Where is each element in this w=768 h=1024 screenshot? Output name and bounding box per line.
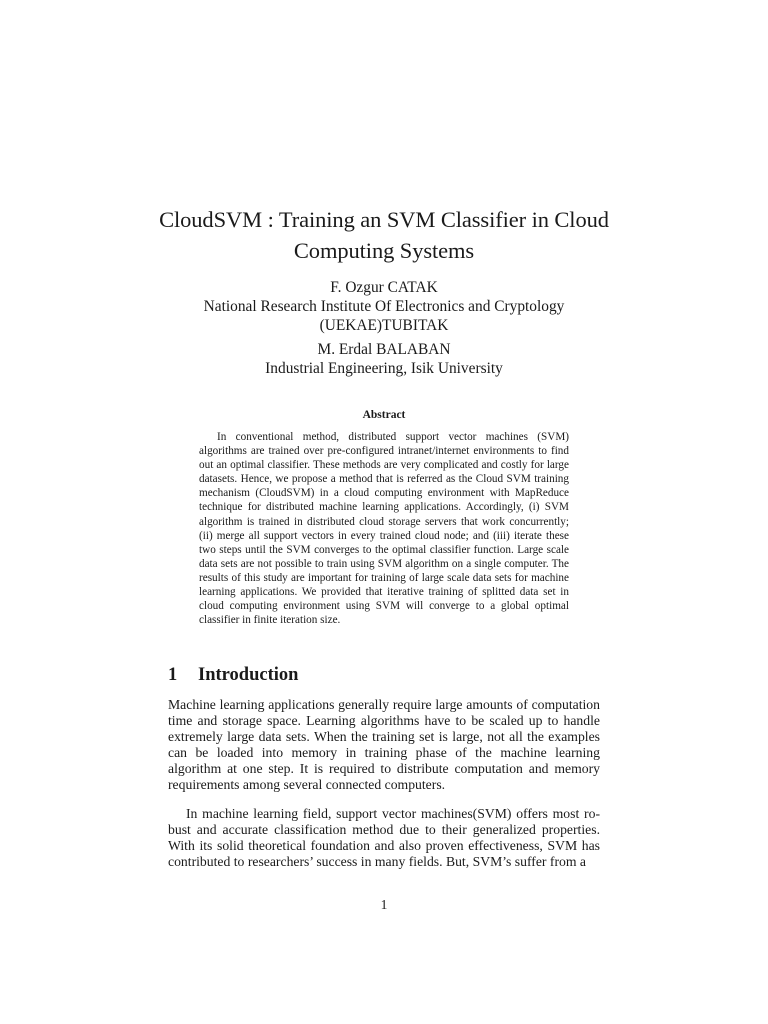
paper-title: CloudSVM : Training an SVM Classifier in Cloud Computing Systems <box>159 207 609 263</box>
body-paragraph: Machine learning applications generally require large amounts of computation time and storage space. Learning algorithms have to be scaled up to handle extremely large data sets. When the training set is large, not all the examples can be loaded into memory in training phase of the machine learning algorithm at one step. It is required to distribute computation and memory requirements among several connected computers. <box>168 697 600 793</box>
author-affiliation: National Research Institute Of Electronics and Cryptology <box>203 298 565 315</box>
author-block <box>120 278 648 335</box>
section-title: Introduction <box>198 665 299 685</box>
author-affiliation: (UEKAE)TUBITAK <box>319 317 449 334</box>
abstract-heading: Abstract <box>362 409 406 421</box>
section-number: 1 <box>168 665 178 685</box>
author-name: F. Ozgur CATAK <box>330 279 438 296</box>
section-heading <box>168 664 298 686</box>
abstract-text: In conventional method, distributed support vector machines (SVM) algorithms are trained over pre-configured intranet/internet environments to find out an optimal classifier. These methods are very complicated and costly for large datasets. Hence, we propose a method that is referred as the Cloud SVM training mechanism (CloudSVM) in a cloud computing environment with MapReduce technique for distributed machine learning applications. Accordingly, (i) SVM algorithm is trained in distributed cloud storage servers that work concurrently; (ii) merge all support vectors in every trained cloud node; and (iii) iterate these two steps until the SVM converges to the optimal classifier function. Large scale data sets are not possible to train using SVM algorithm on a single computer. The results of this study are important for training of large scale data sets for machine learning applications. We provided that iterative training of splitted data set in cloud computing environment using SVM will converge to a global optimal classifier in finite iteration size. <box>199 431 569 627</box>
page-number: 1 <box>380 897 388 912</box>
author-block <box>120 340 648 378</box>
author-name: M. Erdal BALABAN <box>317 341 451 358</box>
author-affiliation: Industrial Engineering, Isik University <box>265 360 503 377</box>
body-paragraph: In machine learning field, support vector machines(SVM) offers most robust and accurate classification method due to their generalized properties. With its solid theoretical foundation and also proven effectiveness, SVM has contributed to researchers’ success in many fields. But, SVM’s suffer from a <box>168 806 600 870</box>
author-list <box>120 278 648 383</box>
